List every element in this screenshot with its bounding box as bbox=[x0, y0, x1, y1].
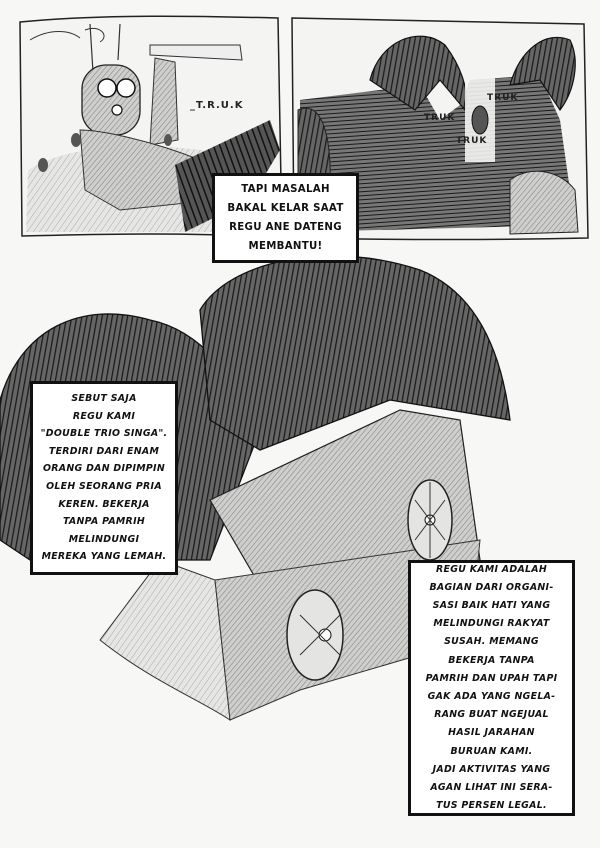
caption-line: BAGIAN DARI ORGANI- bbox=[429, 581, 554, 593]
caption-line: TERDIRI DARI ENAM bbox=[48, 445, 160, 457]
caption-line: KEREN. BEKERJA bbox=[58, 498, 150, 510]
caption-line: MEREKA YANG LEMAH. bbox=[41, 551, 167, 563]
caption-line: TAPI MASALAH bbox=[241, 184, 330, 195]
caption-box-right bbox=[408, 560, 575, 816]
sfx-truk-2: TRUK bbox=[424, 113, 456, 123]
caption-line: RANG BUAT NGEJUAL bbox=[434, 709, 549, 721]
caption-line: REGU ANE DATENG bbox=[229, 222, 342, 233]
caption-line: REGU KAMI ADALAH bbox=[436, 563, 547, 575]
caption-line: AGAN LIHAT INI SERA- bbox=[430, 782, 553, 794]
caption-box-top bbox=[212, 173, 359, 263]
caption-line: SUSAH. MEMANG bbox=[444, 636, 539, 648]
caption-line: REGU KAMI bbox=[72, 410, 136, 422]
caption-line: SEBUT SAJA bbox=[71, 393, 137, 405]
caption-line: JADI AKTIVITAS YANG bbox=[432, 763, 551, 775]
caption-line: TANPA PAMRIH bbox=[62, 516, 146, 528]
caption-line: BEKERJA TANPA bbox=[448, 654, 535, 666]
sfx-truk-4: TRUK bbox=[456, 136, 488, 146]
caption-line: MELINDUNGI RAKYAT bbox=[433, 618, 550, 630]
caption-box-left bbox=[30, 381, 178, 575]
caption-line: MEMBANTU! bbox=[248, 241, 323, 252]
caption-line: TUS PERSEN LEGAL. bbox=[436, 800, 547, 812]
caption-line: BURUAN KAMI. bbox=[450, 745, 533, 757]
caption-line: SASI BAIK HATI YANG bbox=[432, 599, 551, 611]
caption-line: MELINDUNGI bbox=[68, 533, 140, 545]
sfx-truk-1: _T.R.U.K bbox=[190, 100, 244, 111]
caption-line: "DOUBLE TRIO SINGA". bbox=[40, 428, 168, 440]
caption-line: GAK ADA YANG NGELA- bbox=[427, 691, 556, 702]
caption-line: BAKAL KELAR SAAT bbox=[227, 203, 344, 214]
sfx-truk-3: TRUK bbox=[487, 93, 519, 103]
caption-line: PAMRIH DAN UPAH TAPI bbox=[425, 672, 558, 684]
caption-line: ORANG DAN DIPIMPIN bbox=[43, 463, 165, 475]
caption-line: HASIL JARAHAN bbox=[448, 727, 535, 739]
caption-line: OLEH SEORANG PRIA bbox=[46, 481, 162, 492]
